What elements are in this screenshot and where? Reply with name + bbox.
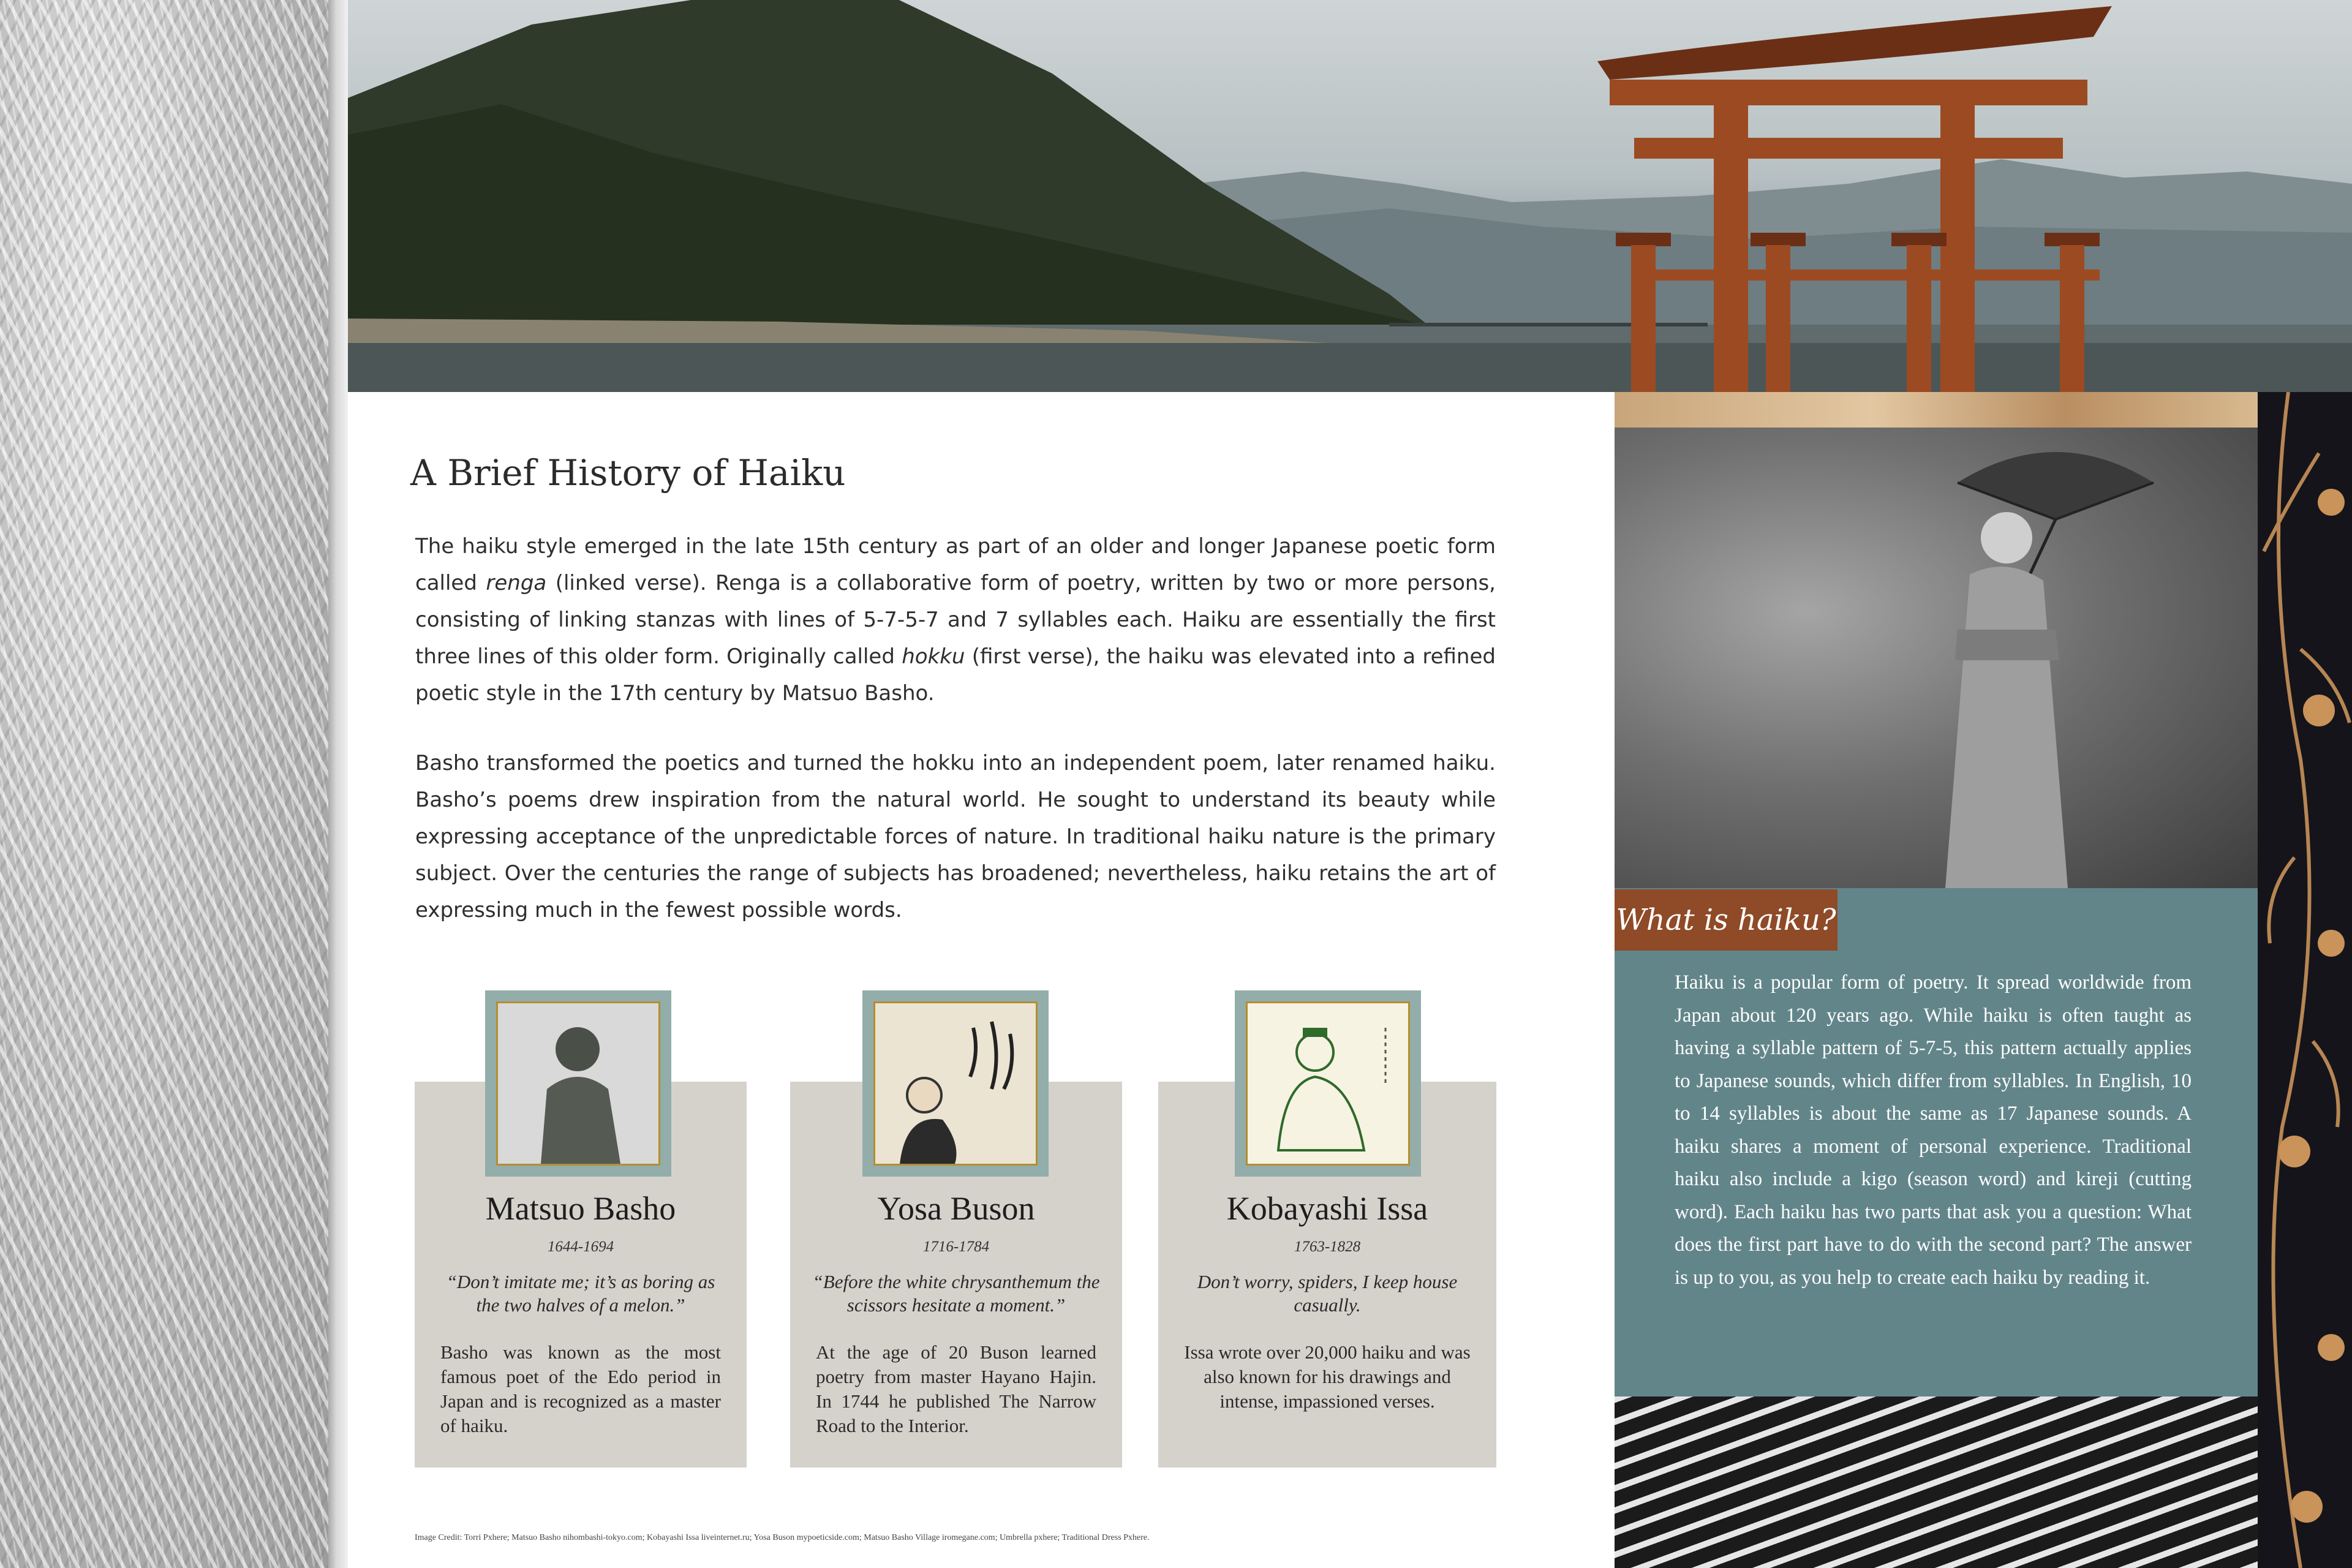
image-credits: Image Credit: Torri Pxhere; Matsuo Basho nihombashi-tokyo.com; Kobayashi Issa liveinternet.ru; Yosa Buson mypoeticside.com; Matsuo Basho Village iromegane.com; Umbrella pxhere; Traditional Dress Pxhere.: [415, 1533, 1150, 1542]
paragraph-1-segment: (first verse), the haiku was elevated into a refined poetic style in the 17th century by Matsuo Basho.: [415, 644, 1496, 706]
poet-quote: “Don’t imitate me; it’s as boring as the two halves of a melon.”: [446, 1271, 715, 1316]
poet-name: Kobayashi Issa: [1226, 1190, 1428, 1227]
green-line-drawing-icon: [1248, 1003, 1408, 1164]
poet-quote: “Before the white chrysanthemum the scissors hesitate a moment.”: [812, 1271, 1100, 1316]
ink-portrait-icon: [875, 1003, 1036, 1164]
poet-description: Basho was known as the most famous poet of the Edo period in Japan and is recognized as a master of haiku.: [440, 1341, 721, 1436]
paragraph-1-segment: The haiku style emerged in the late 15th century as part of an older and longer Japanese poetic form called: [415, 534, 1496, 595]
poet-name: Yosa Buson: [877, 1190, 1035, 1227]
fur-texture-image: [0, 0, 328, 1568]
issa-portrait-frame: [1235, 990, 1421, 1177]
issa-line-drawing-portrait: [1246, 1001, 1410, 1166]
poet-dates: 1716-1784: [922, 1238, 990, 1255]
buson-ink-portrait: [873, 1001, 1038, 1166]
paragraph-1-italic-renga: renga: [486, 571, 547, 595]
banner-landscape-illustration: [348, 0, 2352, 392]
wood-grain-strip: [1615, 392, 2258, 428]
history-paragraph-2: Basho transformed the poetics and turned the hokku into an independent poem, later renamed haiku. Basho’s poems drew inspiration from the natural world. He sought to understand its beauty while expressing acceptance of the unpredictable forces of nature. In traditional haiku nature is the primary subject. Over the centuries the range of subjects has broadened; nevertheless, haiku retains the art of expressing much in the fewest possible words.: [415, 751, 1496, 922]
basho-statue-portrait: [496, 1001, 660, 1166]
fur-strip-edge: [328, 0, 348, 1568]
kimono-figure-illustration: [1615, 428, 2258, 888]
torii-gate-banner-photo: [348, 0, 2352, 392]
page-title: A Brief History of Haiku: [410, 452, 846, 494]
poet-name: Matsuo Basho: [485, 1190, 676, 1227]
paragraph-1-italic-hokku: hokku: [902, 644, 965, 669]
what-is-haiku-text: Haiku is a popular form of poetry. It spread worldwide from Japan about 120 years ago. While haiku is often taught as having a syllable pattern of 5-7-5, this pattern actually applies to Japanese sounds, which differ from syllables. In English, 10 to 14 syllables is about the same as 17 Japanese sounds. A haiku shares a moment of personal experience. Traditional haiku also include a kigo (season word) and kireji (cutting word). Each haiku has two parts that ask you a question: What does the first part have to do with the second part? The answer is up to you, as you help to create each haiku by reading it.: [1675, 971, 2192, 1289]
poet-description: At the age of 20 Buson learned poetry from master Hayano Hajin. In 1744 he published The Narrow Road to the Interior.: [816, 1341, 1096, 1436]
history-paragraph-1: [415, 528, 1496, 712]
paragraph-1-segment: (linked verse). Renga is a collaborative form of poetry, written by two or more persons, consisting of linking stanzas with lines of 5-7-5-7 and 7 syllables each. Haiku are essentially the first three lines of this older form. Originally called: [415, 571, 1496, 669]
poet-dates: 1644-1694: [547, 1238, 614, 1255]
poet-quote: Don’t worry, spiders, I keep house casually.: [1197, 1271, 1458, 1316]
buson-portrait-frame: [862, 990, 1049, 1177]
basho-portrait-frame: [485, 990, 671, 1177]
bronze-statue-icon: [498, 1003, 658, 1164]
poet-description: Issa wrote over 20,000 haiku and was also known for his drawings and intense, impassioned verses.: [1184, 1341, 1471, 1412]
kimono-umbrella-woman-photo: [1615, 428, 2258, 888]
umbrella-ribs-photo: [1615, 1396, 2258, 1568]
what-is-haiku-heading: What is haiku?: [1615, 889, 1838, 951]
poet-dates: 1763-1828: [1294, 1238, 1361, 1255]
